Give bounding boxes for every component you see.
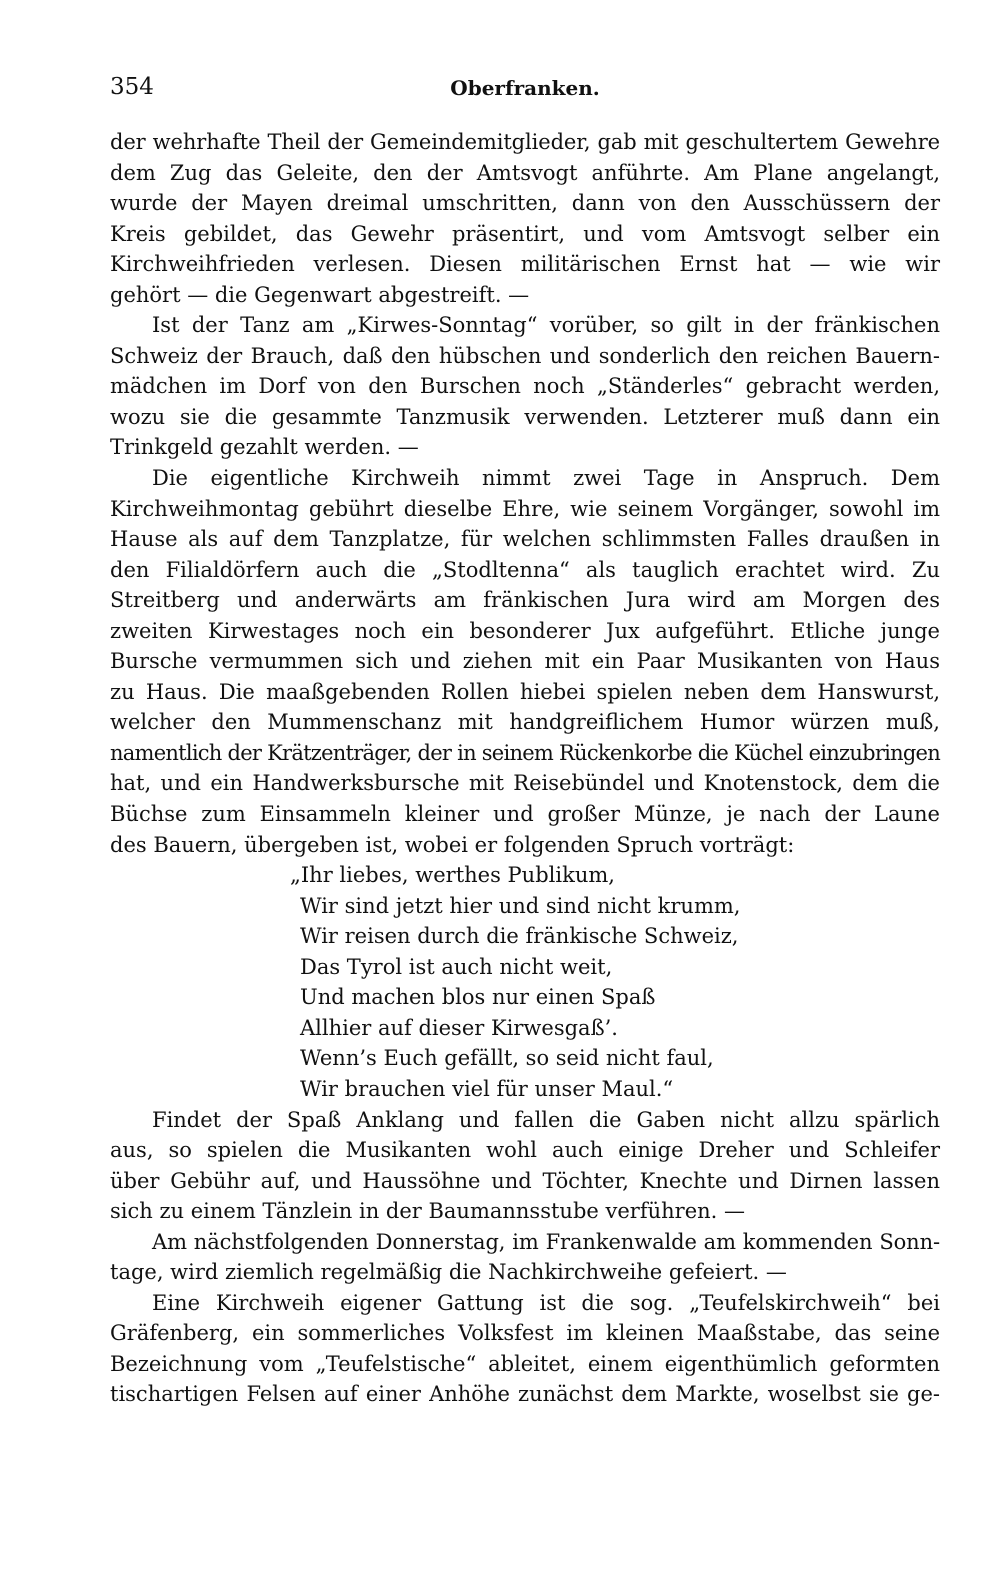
- text-line: zweiten Kirwestages noch ein besonderer Jux aufgeführt. Etliche junge: [110, 618, 940, 643]
- verse-line: „Ihr liebes, werthes Publikum,: [290, 863, 615, 888]
- text-line: mädchen im Dorf von den Burschen noch „Ständerles“ gebracht werden,: [110, 374, 940, 399]
- text-line: Kirchweihfrieden verlesen. Diesen militärischen Ernst hat — wie wir: [110, 252, 940, 277]
- text-line: Büchse zum Einsammeln kleiner und großer Münze, je nach der Laune: [110, 802, 940, 827]
- text-line: tischartigen Felsen auf einer Anhöhe zunächst dem Markte, woselbst sie ge-: [110, 1382, 940, 1407]
- text-line: Findet der Spaß Anklang und fallen die Gaben nicht allzu spärlich: [152, 1107, 940, 1132]
- text-line: Ist der Tanz am „Kirwes-Sonntag“ vorüber, so gilt in der fränkischen: [152, 313, 940, 338]
- text-line: Bezeichnung vom „Teufelstische“ ableitet, einem eigenthümlich geformten: [110, 1351, 940, 1376]
- text-line: namentlich der Krätzenträger, der in seinem Rückenkorbe die Küchel einzubringen: [110, 740, 940, 765]
- running-title: Oberfranken.: [450, 76, 600, 100]
- verse-line: Wir reisen durch die fränkische Schweiz,: [300, 924, 739, 949]
- text-line: tage, wird ziemlich regelmäßig die Nachkirchweihe gefeiert. —: [110, 1260, 787, 1285]
- text-line: Eine Kirchweih eigener Gattung ist die sog. „Teufelskirchweih“ bei: [152, 1290, 940, 1315]
- text-line: wurde der Mayen dreimal umschritten, dann von den Ausschüssern der: [110, 191, 940, 216]
- text-line: über Gebühr auf, und Haussöhne und Töchter, Knechte und Dirnen lassen: [110, 1168, 940, 1193]
- text-line: Kreis gebildet, das Gewehr präsentirt, und vom Amtsvogt selber ein: [110, 221, 940, 246]
- text-line: zu Haus. Die maaßgebenden Rollen hiebei spielen neben dem Hanswurst,: [110, 679, 940, 704]
- text-line: welcher den Mummenschanz mit handgreiflichem Humor würzen muß,: [110, 710, 940, 735]
- verse-line: Wir sind jetzt hier und sind nicht krumm,: [300, 893, 741, 918]
- verse-line: Und machen blos nur einen Spaß: [300, 985, 656, 1010]
- text-line: wozu sie die gesammte Tanzmusik verwenden. Letzterer muß dann ein: [110, 404, 940, 429]
- text-line: Kirchweihmontag gebührt dieselbe Ehre, wie seinem Vorgänger, sowohl im: [110, 496, 940, 521]
- page-number: 354: [110, 74, 154, 100]
- text-line: Gräfenberg, ein sommerliches Volksfest im kleinen Maaßstabe, das seine: [110, 1321, 940, 1346]
- verse-line: Das Tyrol ist auch nicht weit,: [300, 954, 613, 979]
- text-line: den Filialdörfern auch die „Stodltenna“ als tauglich erachtet wird. Zu: [110, 557, 940, 582]
- body-text: [110, 127, 940, 1410]
- text-line: Die eigentliche Kirchweih nimmt zwei Tage in Anspruch. Dem: [152, 466, 940, 491]
- text-line: sich zu einem Tänzlein in der Baumannsstube verführen. —: [110, 1199, 745, 1224]
- text-line: Hause als auf dem Tanzplatze, für welchen schlimmsten Falles draußen in: [110, 527, 940, 552]
- text-line: Am nächstfolgenden Donnerstag, im Frankenwalde am kommenden Sonn-: [152, 1229, 940, 1254]
- text-line: gehört — die Gegenwart abgestreift. —: [110, 282, 530, 307]
- text-line: aus, so spielen die Musikanten wohl auch einige Dreher und Schleifer: [110, 1138, 940, 1163]
- text-line: dem Zug das Geleite, den der Amtsvogt anführte. Am Plane angelangt,: [110, 160, 940, 185]
- page-header: [110, 74, 940, 108]
- text-line: hat, und ein Handwerksbursche mit Reisebündel und Knotenstock, dem die: [110, 771, 940, 796]
- verse-line: Allhier auf dieser Kirwesgaß’.: [300, 1015, 618, 1040]
- text-line: des Bauern, übergeben ist, wobei er folgenden Spruch vorträgt:: [110, 832, 795, 857]
- text-line: Schweiz der Brauch, daß den hübschen und sonderlich den reichen Bauern-: [110, 343, 940, 368]
- text-line: Streitberg und anderwärts am fränkischen Jura wird am Morgen des: [110, 588, 940, 613]
- verse-line: Wenn’s Euch gefällt, so seid nicht faul,: [300, 1046, 714, 1071]
- text-line: Trinkgeld gezahlt werden. —: [110, 435, 419, 460]
- verse-line: Wir brauchen viel für unser Maul.“: [300, 1076, 674, 1101]
- text-line: der wehrhafte Theil der Gemeindemitglieder, gab mit geschultertem Gewehre: [110, 130, 940, 154]
- text-line: Bursche vermummen sich und ziehen mit ein Paar Musikanten von Haus: [110, 649, 940, 674]
